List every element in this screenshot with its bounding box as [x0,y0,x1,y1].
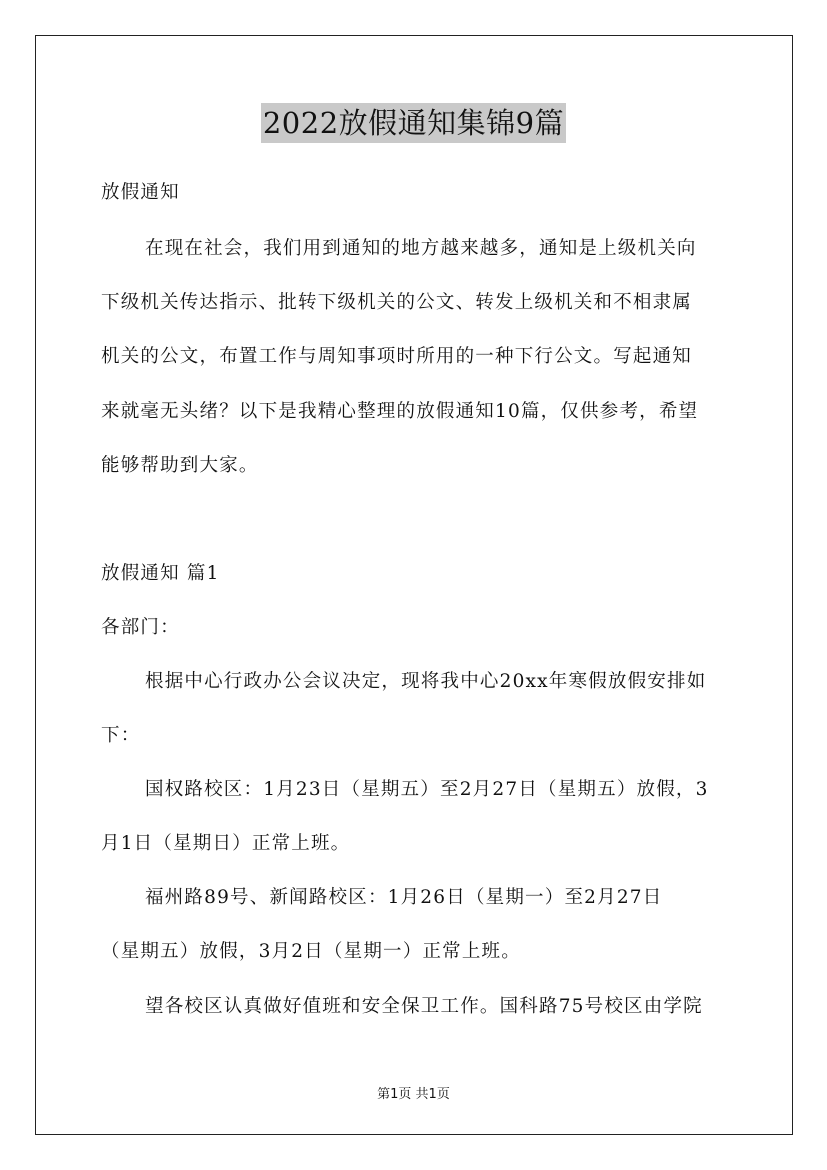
body-line-4: 月1日（星期日）正常上班。 [101,833,351,854]
body-line-3: 国权路校区：1月23日（星期五）至2月27日（星期五）放假，3 [145,779,709,800]
document-title: 2022放假通知集锦9篇 [261,103,566,143]
intro-line-1: 在现在社会，我们用到通知的地方越来越多，通知是上级机关向 [145,238,697,259]
article-heading: 放假通知 篇1 [101,563,220,584]
intro-line-3: 机关的公文，布置工作与周知事项时所用的一种下行公文。写起通知 [101,346,693,367]
section-label: 放假通知 [101,182,180,203]
body-line-6: （星期五）放假，3月2日（星期一）正常上班。 [101,941,521,962]
body-line-7: 望各校区认真做好值班和安全保卫工作。国科路75号校区由学院 [145,996,703,1017]
body-line-2: 下： [101,725,141,746]
intro-line-4: 来就毫无头绪？以下是我精心整理的放假通知10篇，仅供参考，希望 [101,401,699,422]
intro-line-5: 能够帮助到大家。 [101,455,259,476]
body-line-5: 福州路89号、新闻路校区：1月26日（星期一）至2月27日 [145,887,663,908]
title-container [0,103,827,143]
salutation: 各部门： [101,617,180,638]
intro-line-2: 下级机关传达指示、批转下级机关的公文、转发上级机关和不相隶属 [101,292,693,313]
body-line-1: 根据中心行政办公会议决定，现将我中心20xx年寒假放假安排如 [145,671,707,692]
page-number-footer: 第1页 共1页 [377,1087,450,1102]
